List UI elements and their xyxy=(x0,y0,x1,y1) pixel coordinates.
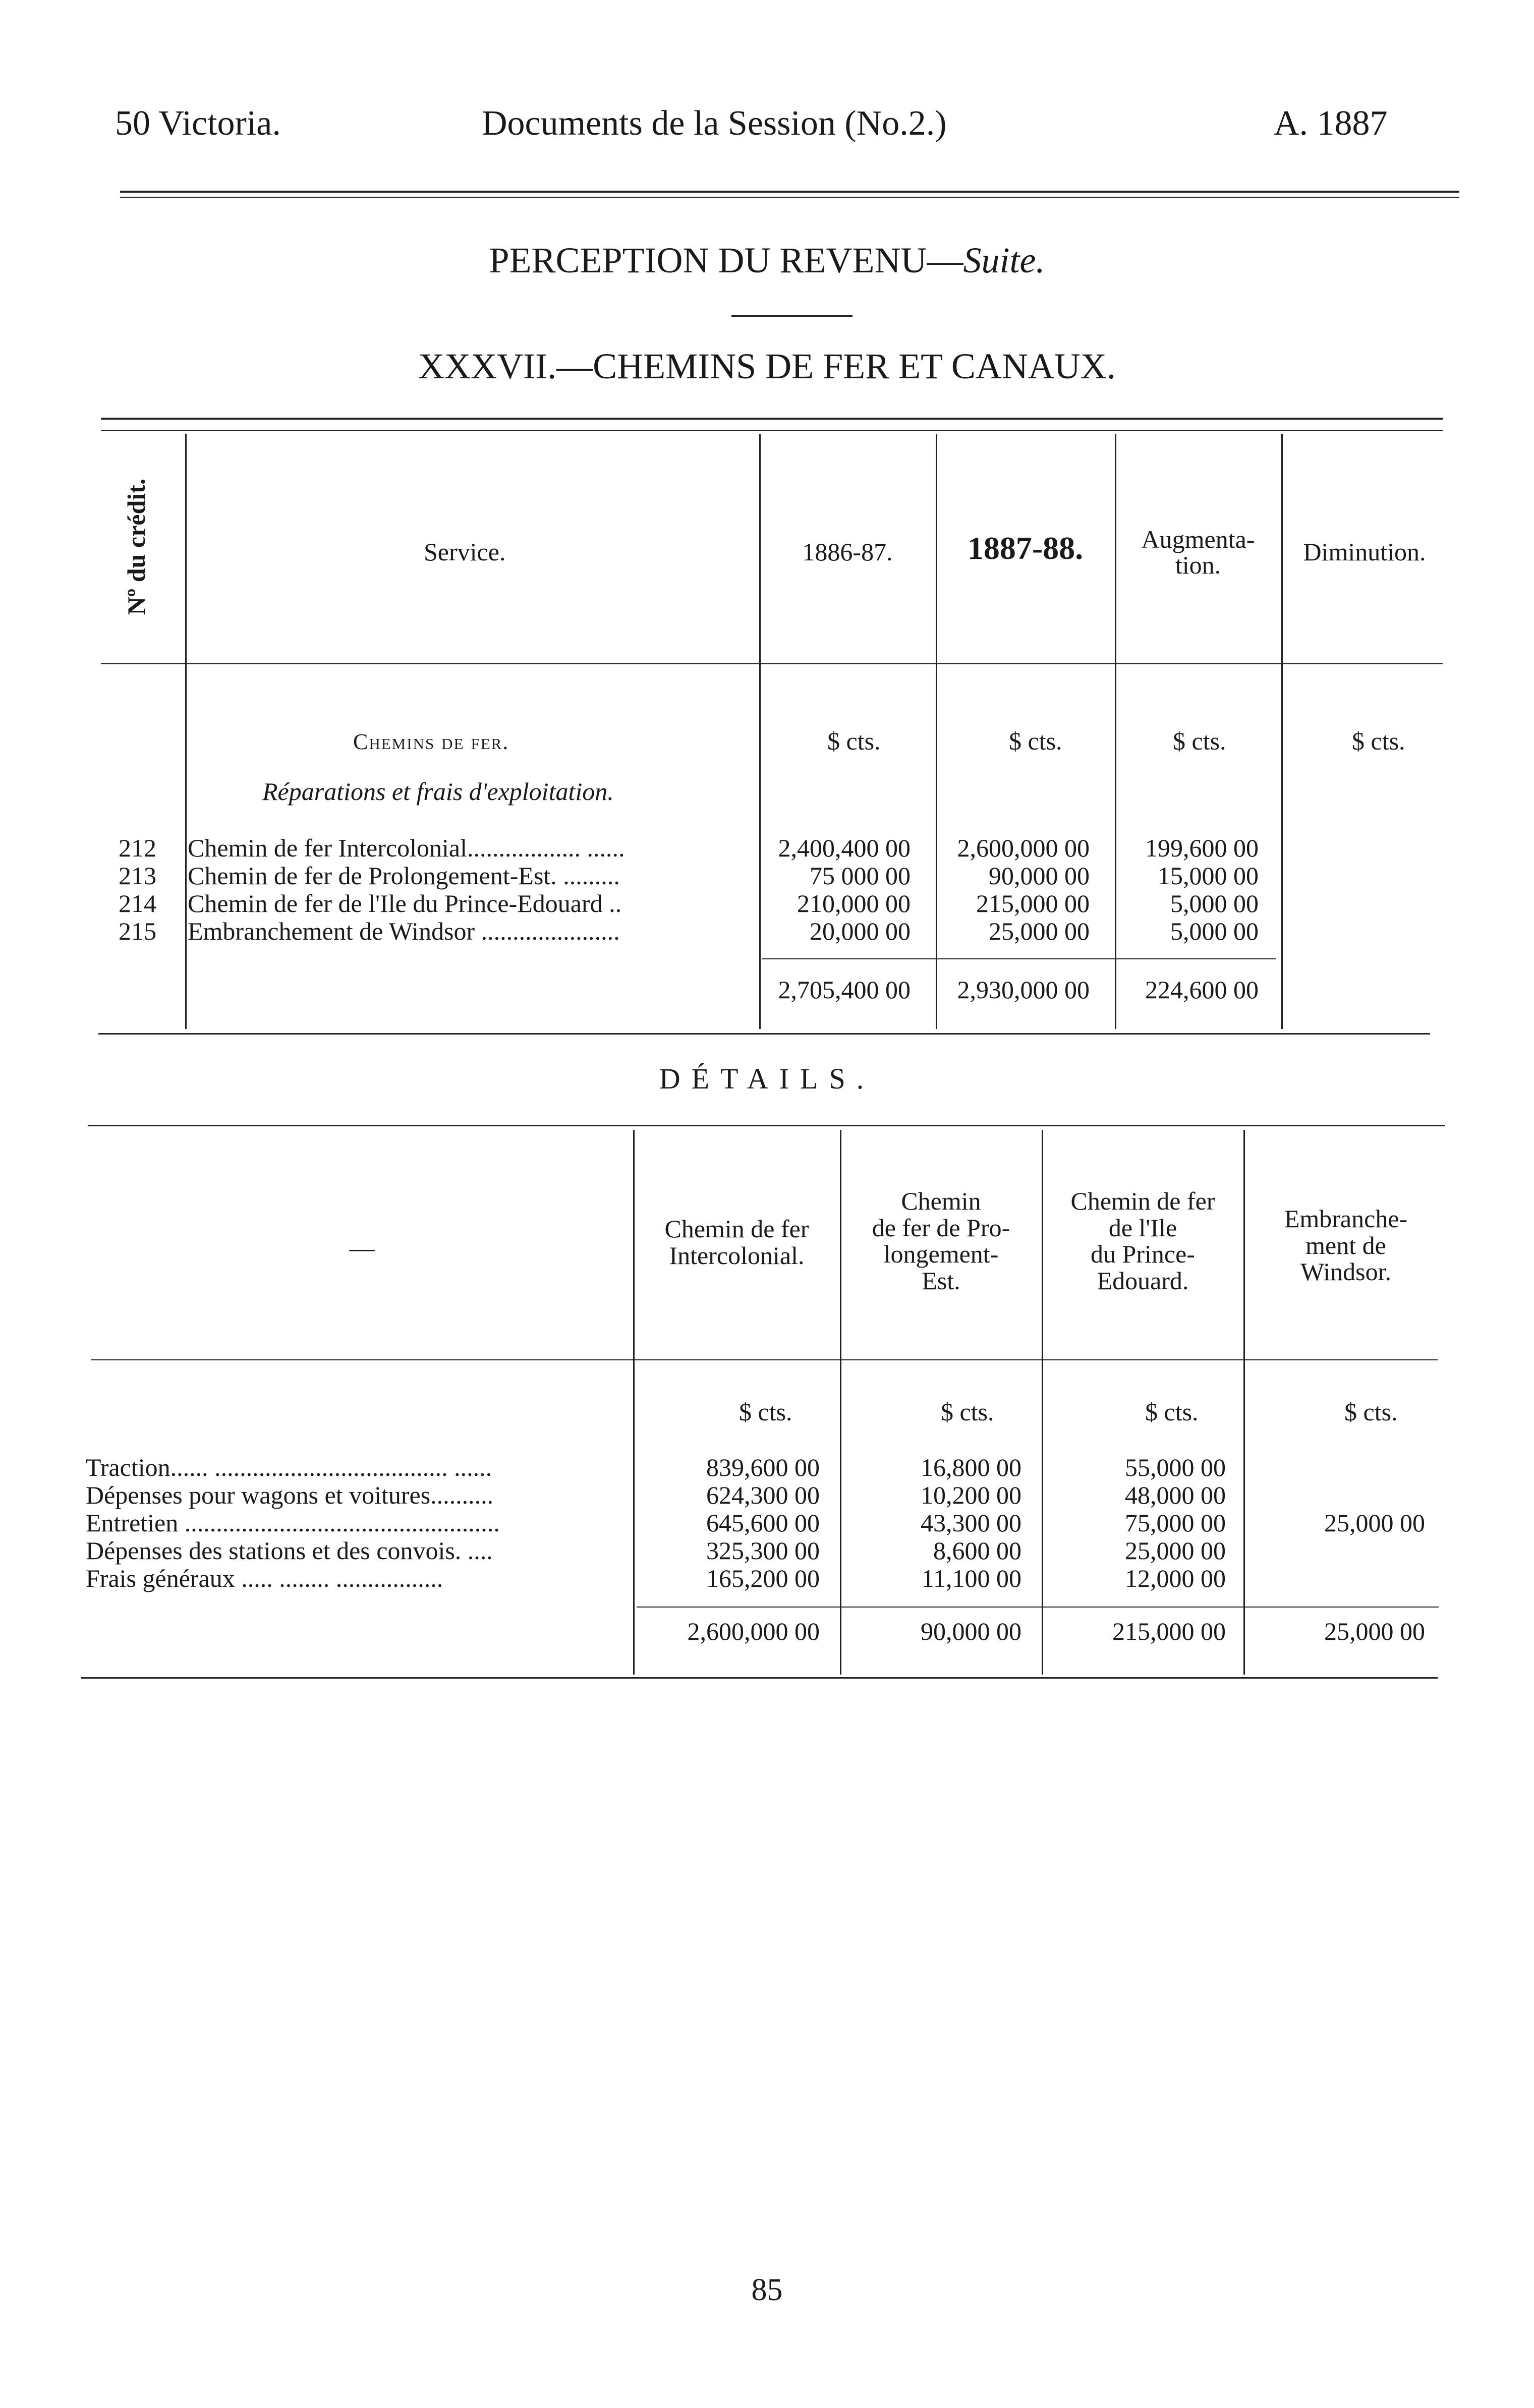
unit-label: $ cts. xyxy=(739,1398,792,1426)
unit-label: $ cts. xyxy=(1352,727,1405,755)
table1-totals-rule xyxy=(762,958,1276,959)
value-ile-prince-edouard: 48,000 00 xyxy=(1125,1481,1226,1509)
service-name: Embranchement de Windsor ...................... xyxy=(188,917,620,945)
unit-label: $ cts. xyxy=(827,727,881,755)
value-ile-prince-edouard: 25,000 00 xyxy=(1125,1536,1226,1565)
col-header-credit: Nº du crédit. xyxy=(122,478,150,615)
col-header-line: longement- xyxy=(883,1240,999,1268)
col-header-augmentation-line1: Augmenta- xyxy=(1141,525,1255,553)
credit-number: 212 xyxy=(119,834,156,862)
value-intercolonial: 165,200 00 xyxy=(706,1564,820,1592)
header-center: Documents de la Session (No.2.) xyxy=(482,104,947,143)
value-ile-prince-edouard: 12,000 00 xyxy=(1125,1564,1226,1592)
service-name: Chemin de fer de l'Ile du Prince-Edouard .. xyxy=(188,889,622,918)
credit-number: 214 xyxy=(119,889,156,918)
value-1886-87: 2,400,400 00 xyxy=(778,834,911,862)
col-header-line: Chemin xyxy=(901,1187,981,1215)
page-title-main: PERCEPTION DU REVENU— xyxy=(489,240,963,280)
value-ile-prince-edouard: 75,000 00 xyxy=(1125,1509,1226,1537)
details-header-rule xyxy=(91,1359,1438,1360)
total-1886-87: 2,705,400 00 xyxy=(778,976,911,1004)
details-row-label: Traction...... ..................................... ...... xyxy=(86,1453,492,1481)
total-prolongement-est: 90,000 00 xyxy=(921,1617,1021,1645)
total-intercolonial: 2,600,000 00 xyxy=(687,1617,820,1645)
col-header-line: Intercolonial. xyxy=(669,1241,805,1270)
value-prolongement-est: 16,800 00 xyxy=(921,1453,1021,1481)
col-header-diminution: Diminution. xyxy=(1303,538,1426,566)
value-augmentation: 199,600 00 xyxy=(1145,834,1259,862)
value-intercolonial: 645,600 00 xyxy=(706,1509,820,1537)
value-augmentation: 15,000 00 xyxy=(1158,862,1259,890)
details-row-label: Dépenses pour wagons et voitures.......... xyxy=(86,1481,494,1509)
col-header-line: Edouard. xyxy=(1097,1266,1189,1295)
value-1887-88: 25,000 00 xyxy=(989,917,1090,945)
unit-label: $ cts. xyxy=(1009,727,1062,755)
service-name: Chemin de fer Intercolonial.................. ...... xyxy=(188,834,625,862)
value-ile-prince-edouard: 55,000 00 xyxy=(1125,1453,1226,1481)
header-left: 50 Victoria. xyxy=(115,104,281,143)
total-windsor: 25,000 00 xyxy=(1324,1617,1425,1645)
value-1887-88: 215,000 00 xyxy=(976,889,1090,918)
col-header-line: Chemin de fer xyxy=(664,1215,809,1243)
col-header-line: Est. xyxy=(922,1266,960,1295)
details-label-header-dash: — xyxy=(349,1234,375,1262)
credit-number: 213 xyxy=(119,862,156,890)
table1-bottom-rule xyxy=(98,1033,1430,1035)
unit-label: $ cts. xyxy=(1145,1398,1199,1426)
details-top-rule xyxy=(88,1125,1445,1126)
col-header-augmentation xyxy=(1115,525,1281,577)
table1-header-rule xyxy=(101,663,1443,664)
header-rule xyxy=(120,191,1459,193)
col-header-windsor xyxy=(1245,1206,1447,1285)
page-title xyxy=(0,240,1534,281)
details-row-label: Dépenses des stations et des convois. .... xyxy=(86,1536,493,1565)
unit-label: $ cts. xyxy=(1344,1398,1398,1426)
details-title: DÉTAILS. xyxy=(659,1062,875,1095)
value-1886-87: 20,000 00 xyxy=(810,917,911,945)
details-totals-rule xyxy=(637,1607,1439,1608)
value-1886-87: 75 000 00 xyxy=(810,862,911,890)
details-col-divider xyxy=(633,1130,635,1675)
col-header-intercolonial xyxy=(635,1216,839,1269)
col-header-line: Windsor. xyxy=(1300,1257,1391,1286)
total-augmentation: 224,600 00 xyxy=(1145,976,1259,1004)
value-windsor: 25,000 00 xyxy=(1324,1509,1425,1537)
col-header-augmentation-line2: tion. xyxy=(1175,551,1221,579)
col-header-prolongement-est xyxy=(841,1188,1041,1294)
page-number: 85 xyxy=(751,2273,783,2307)
value-1886-87: 210,000 00 xyxy=(797,889,911,918)
section-heading: Chemins de fer. xyxy=(353,729,509,754)
col-header-line: du Prince- xyxy=(1091,1240,1195,1268)
col-header-1886-87: 1886-87. xyxy=(802,538,893,566)
header-right: A. 1887 xyxy=(1274,104,1388,143)
col-header-line: de l'Ile xyxy=(1108,1213,1177,1242)
unit-label: $ cts. xyxy=(1173,727,1226,755)
details-row-label: Frais généraux ..... ........ ................. xyxy=(86,1564,443,1592)
col-header-service: Service. xyxy=(424,538,506,566)
value-intercolonial: 325,300 00 xyxy=(706,1536,820,1565)
value-1887-88: 2,600,000 00 xyxy=(957,834,1090,862)
col-header-1887-88: 1887-88. xyxy=(967,530,1084,566)
value-augmentation: 5,000 00 xyxy=(1170,889,1259,918)
col-header-line: Chemin de fer xyxy=(1070,1187,1215,1215)
value-intercolonial: 839,600 00 xyxy=(706,1453,820,1481)
table1-col-divider xyxy=(1281,434,1283,1029)
credit-number: 215 xyxy=(119,917,156,945)
value-augmentation: 5,000 00 xyxy=(1170,917,1259,945)
title-separator xyxy=(731,315,853,317)
col-header-line: ment de xyxy=(1305,1231,1386,1259)
value-prolongement-est: 8,600 00 xyxy=(933,1536,1021,1565)
service-name: Chemin de fer de Prolongement-Est. ......... xyxy=(188,862,620,890)
table1-col-divider xyxy=(185,434,187,1029)
table1-top-rule xyxy=(101,418,1443,420)
details-bottom-rule xyxy=(81,1677,1438,1679)
total-ile-prince-edouard: 215,000 00 xyxy=(1112,1617,1226,1645)
value-1887-88: 90,000 00 xyxy=(989,862,1090,890)
table1-top-rule-thin xyxy=(101,430,1443,431)
col-header-line: de fer de Pro- xyxy=(872,1213,1010,1242)
subsection-heading: Réparations et frais d'exploitation. xyxy=(262,777,614,806)
col-header-ile-prince-edouard xyxy=(1043,1188,1242,1294)
total-1887-88: 2,930,000 00 xyxy=(957,976,1090,1004)
details-row-label: Entretien .................................................. xyxy=(86,1509,500,1537)
value-prolongement-est: 10,200 00 xyxy=(921,1481,1021,1509)
value-prolongement-est: 43,300 00 xyxy=(921,1509,1021,1537)
unit-label: $ cts. xyxy=(941,1398,994,1426)
page-title-suite: Suite. xyxy=(963,240,1045,280)
value-intercolonial: 624,300 00 xyxy=(706,1481,820,1509)
value-prolongement-est: 11,100 00 xyxy=(921,1564,1021,1592)
header-rule-thin xyxy=(120,197,1459,198)
page-subtitle: XXXVII.—CHEMINS DE FER ET CANAUX. xyxy=(418,346,1116,386)
col-header-line: Embranche- xyxy=(1284,1205,1408,1233)
